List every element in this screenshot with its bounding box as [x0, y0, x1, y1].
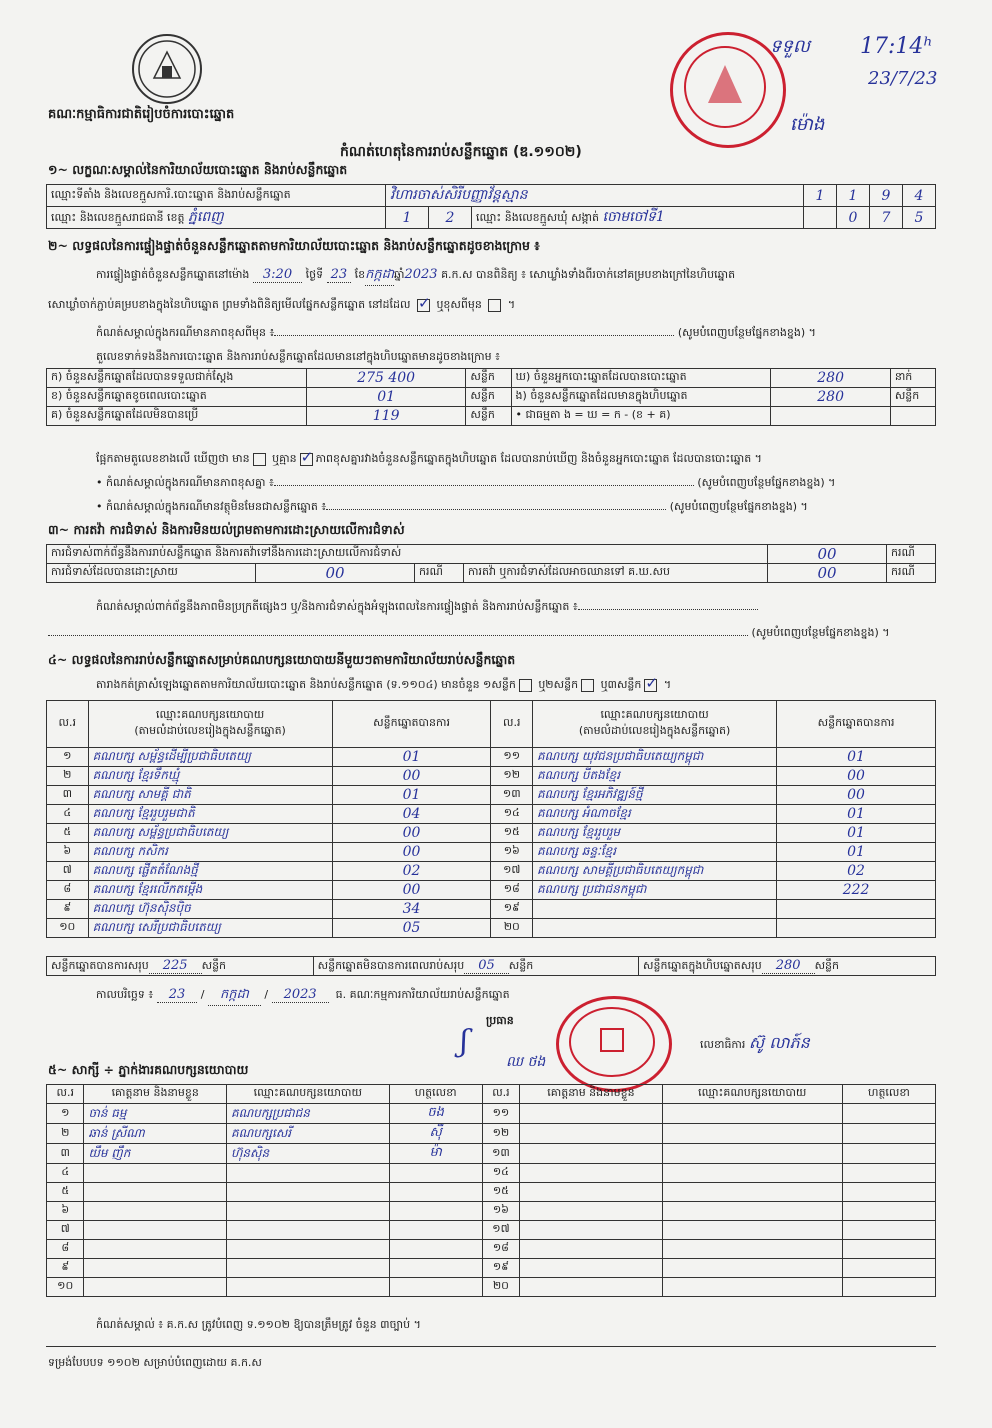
- sign-month: កក្កដា: [208, 986, 261, 1006]
- figure-unit: សន្លឹក: [466, 407, 511, 426]
- party-name: គណបក្ស អំណាចខ្មែរ: [533, 805, 777, 824]
- has-difference-checkbox[interactable]: [253, 453, 266, 466]
- party-name: គណបក្ស ខ្មែររួបរួម: [533, 824, 777, 843]
- witness-signature: [842, 1221, 935, 1240]
- no-difference-checkbox[interactable]: [300, 453, 313, 466]
- witness-name: [520, 1221, 663, 1240]
- witness-no: ៣: [47, 1144, 84, 1164]
- party-no: ១១: [491, 748, 533, 767]
- witness-signature: [389, 1183, 482, 1202]
- witness-party: [226, 1259, 389, 1278]
- received-time: 17:14ʰ: [860, 34, 933, 59]
- witness-signature: ចង: [389, 1104, 482, 1124]
- party-votes: 01: [777, 805, 936, 824]
- witness-signature: [842, 1104, 935, 1124]
- witness-row: [47, 1164, 936, 1183]
- witness-party: [226, 1202, 389, 1221]
- witness-no: ៩: [47, 1259, 84, 1278]
- figure-value: [771, 407, 890, 426]
- figures-row: [47, 388, 936, 407]
- party-votes: 01: [777, 748, 936, 767]
- party-votes: 00: [777, 767, 936, 786]
- col-party: ឈ្មោះគណបក្សនយោបាយ: [662, 1085, 842, 1104]
- party-votes: 01: [332, 786, 491, 805]
- totals-table: [46, 956, 936, 976]
- party-no: ១៩: [491, 900, 533, 919]
- footer-form-label: ទម្រង់បែបបទ ១១០២ សម្រាប់បំពេញដោយ គ.ក.ស: [48, 1356, 262, 1369]
- figures-intro: តួលេខទាក់ទងនឹងការបោះឆ្នោត និងការរាប់សន្លឹកឆ្នោតដែលមាននៅក្នុងហិបឆ្នោតមានដូចខាងក្រោម ៖: [96, 350, 500, 363]
- witness-row: [47, 1202, 936, 1221]
- witness-no: ៤: [47, 1164, 84, 1183]
- party-name: គណបក្ស សម្ព័ន្ធប្រជាធិបតេយ្យ: [88, 824, 332, 843]
- witness-name: [520, 1278, 663, 1297]
- party-no: ២: [47, 767, 89, 786]
- figure-unit: សន្លឹក: [890, 388, 935, 407]
- figure-unit: សន្លឹក: [466, 388, 511, 407]
- province-code: 2: [429, 207, 472, 229]
- witness-no: ១: [47, 1104, 84, 1124]
- resolved-label: ការជំទាស់ដែលបានដោះស្រាយ: [47, 564, 256, 583]
- difference-note: កំណត់សម្គាល់ក្នុងករណីមានភាពខុសពីមុន ៖ (សូមបំពេញបន្ថែមផ្នែកខាងខ្នង) ។: [96, 326, 816, 339]
- total-box: 280: [762, 958, 815, 974]
- figure-unit: សន្លឹក: [466, 369, 511, 388]
- witness-no: ៧: [47, 1221, 84, 1240]
- party-no: ៤: [47, 805, 89, 824]
- section1-table: [46, 184, 936, 229]
- witness-no: ៥: [47, 1183, 84, 1202]
- party-votes: 00: [332, 824, 491, 843]
- witness-row: [47, 1144, 936, 1164]
- received-date: 23/7/23: [868, 68, 938, 89]
- witness-row: [47, 1278, 936, 1297]
- party-no: ៩: [47, 900, 89, 919]
- witness-table: [46, 1084, 936, 1297]
- party-votes: 01: [777, 824, 936, 843]
- figure-label: ក) ចំនួនសន្លឹកឆ្នោតដែលបានទទួលជាក់ស្តែង: [47, 369, 307, 388]
- witness-party: គណបក្សសេរី: [226, 1124, 389, 1144]
- witness-party: [226, 1183, 389, 1202]
- witness-row: [47, 1124, 936, 1144]
- witness-party: ហ៊ុនស៊ិន: [226, 1144, 389, 1164]
- commune-digit: 5: [903, 207, 936, 229]
- objection-label: ការជំទាស់ពាក់ព័ន្ធនឹងការរាប់សន្លឹកឆ្នោត និងការតវ៉ាទៅនឹងការដោះស្រាយលើការជំទាស់: [47, 545, 768, 564]
- objection-unit: ករណី: [887, 545, 936, 564]
- resolved-count: 00: [256, 564, 415, 583]
- party-no: ៥: [47, 824, 89, 843]
- witness-no: ១៦: [482, 1202, 519, 1221]
- total-valid-cell: សន្លឹកឆ្នោតបានការសរុប 225 សន្លឹក: [47, 957, 314, 976]
- section5-title: ៥~ សាក្សី ÷ ភ្នាក់ងារគណបក្សនយោបាយ: [48, 1062, 249, 1077]
- col-no: ល.រ: [47, 701, 89, 748]
- bullet1-note: • កំណត់សម្គាល់ក្នុងករណីមានភាពខុសគ្នា ៖ (សូមបំពេញបន្ថែមផ្នែកខាងខ្នង) ។: [96, 476, 836, 489]
- party-name: គណបក្ស សាមគ្គីប្រជាធិបតេយ្យកម្ពុជា: [533, 862, 777, 881]
- witness-signature: [389, 1202, 482, 1221]
- col-no: ល.រ: [491, 701, 533, 748]
- witness-row: [47, 1183, 936, 1202]
- received-note: ទទួល: [770, 36, 810, 57]
- result-row: [47, 881, 936, 900]
- section1-title: ១~ លក្ខណៈសម្គាល់នៃការិយាល័យបោះឆ្នោត និងរាប់សន្លឹកឆ្នោត: [48, 162, 348, 177]
- party-name: គណបក្ស ខ្មែររួបរួមជាតិ: [88, 805, 332, 824]
- org-name: គណៈកម្មាធិការជាតិរៀបចំការបោះឆ្នោត: [48, 107, 235, 122]
- figure-label: ខ) ចំនួនសន្លឹកឆ្នោតខូចពេលបោះឆ្នោត: [47, 388, 307, 407]
- witness-name: ឆាន់ ស្រីណា: [84, 1124, 227, 1144]
- witness-signature: [842, 1278, 935, 1297]
- witness-party: [662, 1278, 842, 1297]
- total-box-cell: សន្លឹកឆ្នោតក្នុងហិបឆ្នោតសរុប 280 សន្លឹក: [639, 957, 936, 976]
- section3-title: ៣~ ការតវ៉ា ការជំទាស់ និងការមិនយល់ព្រមតាមការដោះស្រាយលើការជំទាស់: [48, 522, 405, 537]
- signature-date-line: កាលបរិច្ឆេទ ៖ 23 / កក្កដា / 2023 ធ. គណៈកម្មការការិយាល័យរាប់សន្លឹកឆ្នោត: [96, 986, 510, 1006]
- party-no: ១០: [47, 919, 89, 938]
- three-sheet-checkbox[interactable]: [644, 679, 657, 692]
- escalated-label: ការតវ៉ា ឬការជំទាស់ដែលអាចឈានទៅ គ.ឃ.សប: [464, 564, 768, 583]
- figure-label: ឃ) ចំនួនអ្នកបោះឆ្នោតដែលបានបោះឆ្នោត: [511, 369, 771, 388]
- witness-party: [662, 1183, 842, 1202]
- location-digit: 1: [804, 185, 837, 207]
- party-votes: 01: [777, 843, 936, 862]
- different-checkbox[interactable]: [488, 299, 501, 312]
- witness-party: [226, 1221, 389, 1240]
- objection-table: [46, 544, 936, 583]
- empty-cell: [804, 207, 837, 229]
- witness-name: [84, 1259, 227, 1278]
- official-red-stamp-icon: [670, 32, 786, 148]
- party-no: ១: [47, 748, 89, 767]
- result-row: [47, 805, 936, 824]
- result-row: [47, 824, 936, 843]
- col-sign: ហត្ថលេខា: [389, 1085, 482, 1104]
- witness-signature: [842, 1124, 935, 1144]
- verification-time: 3:20: [253, 267, 302, 283]
- party-name: គណបក្ស ផ្លើតតំណែងថ្មី: [88, 862, 332, 881]
- party-no: ១២: [491, 767, 533, 786]
- witness-signature: [389, 1259, 482, 1278]
- witness-row: [47, 1221, 936, 1240]
- witness-name: [84, 1240, 227, 1259]
- commune-value: ចោមចៅទី1: [602, 209, 665, 225]
- party-name: គណបក្ស ខ្មែរអភិវឌ្ឍន៍ថ្មី: [533, 786, 777, 805]
- result-row: [47, 843, 936, 862]
- party-name: គណបក្ស ប្រជាជនកម្ពុជា: [533, 881, 777, 900]
- verification-line1: ការផ្ទៀងផ្ទាត់ចំនួនសន្លឹកឆ្នោតនៅម៉ោង 3:20 ថ្ងៃទី 23 ខែកក្កដាឆ្នាំ2023 គ.ក.ស បានពិនិត្យ ៖ សោឃ្លាំងទាំងពីរចាក់នៅគម្របខាងក្រៅនៃហិបឆ្នោត: [96, 266, 936, 286]
- witness-no: ១៤: [482, 1164, 519, 1183]
- witness-party: [662, 1240, 842, 1259]
- verification-month: កក្កដា: [365, 266, 394, 286]
- party-no: ១៣: [491, 786, 533, 805]
- received-note-right: ម៉ោង: [790, 114, 825, 135]
- figures-row: [47, 369, 936, 388]
- col-no: ល.រ: [482, 1085, 519, 1104]
- witness-party: [662, 1124, 842, 1144]
- location-label: ឈ្មោះទីតាំង និងលេខក្មួសការិ.បោះឆ្នោត និងរាប់សន្លឹកឆ្នោត: [47, 185, 386, 207]
- footer-divider: [46, 1346, 936, 1347]
- witness-party: [662, 1221, 842, 1240]
- party-no: ១៦: [491, 843, 533, 862]
- party-name: គណបក្ស ខ្មែរទឹកឃ្មុំ: [88, 767, 332, 786]
- party-name: គណបក្ស សាមគ្គី ជាតិ: [88, 786, 332, 805]
- commune-digit: 7: [870, 207, 903, 229]
- witness-signature: [389, 1221, 482, 1240]
- escalated-count: 00: [768, 564, 887, 583]
- form-title: កំណត់ហេតុនៃការរាប់សន្លឹកឆ្នោត (ឌ.១១០២): [340, 144, 582, 160]
- witness-signature: [389, 1278, 482, 1297]
- party-votes: [777, 900, 936, 919]
- party-votes: 34: [332, 900, 491, 919]
- chair-label: ប្រធាន: [486, 1014, 514, 1027]
- objection-count: 00: [768, 545, 887, 564]
- witness-no: ១៣: [482, 1144, 519, 1164]
- figure-value: 119: [306, 407, 466, 426]
- witness-name: [520, 1183, 663, 1202]
- witness-no: ១២: [482, 1124, 519, 1144]
- witness-name: [84, 1278, 227, 1297]
- witness-party: [662, 1259, 842, 1278]
- sign-year: 2023: [272, 987, 329, 1003]
- results-table: [46, 700, 936, 938]
- location-value: វិហារចាស់សិរីបញ្ញាវ័ន្តស្មាន: [386, 185, 804, 207]
- tally-sheet-line: តារាងកត់ត្រាសំឡេងឆ្នោតតាមការិយាល័យបោះឆ្នោត និងរាប់សន្លឹកឆ្នោត (ទ.១១០៤) មានចំនួន ១សន្លឹក ឬ២សន្លឹក ឬ៣សន្លឹក✓ ។: [96, 678, 671, 694]
- witness-name: [520, 1240, 663, 1259]
- party-votes: 00: [332, 767, 491, 786]
- party-no: ១៨: [491, 881, 533, 900]
- two-sheet-checkbox[interactable]: [581, 679, 594, 692]
- figure-unit: [890, 407, 935, 426]
- party-no: ៣: [47, 786, 89, 805]
- party-name: គណបក្ស សម្ព័ន្ធដើម្បីប្រជាធិបតេយ្យ: [88, 748, 332, 767]
- figure-value: 280: [771, 369, 890, 388]
- witness-name: [520, 1144, 663, 1164]
- witness-no: ៨: [47, 1240, 84, 1259]
- party-name: គណបក្ស សេរីប្រជាធិបតេយ្យ: [88, 919, 332, 938]
- compare-line: ផ្អែកតាមតួលេខខាងលើ ឃើញថា មាន ឬគ្មាន✓ ភាពខុសគ្នារវាងចំនួនសន្លឹកឆ្នោតក្នុងហិបឆ្នោត ដែលបានរាប់ឃើញ និងចំនួនអ្នកបោះឆ្នោត ដែលបានបោះឆ្នោត ។: [96, 452, 762, 468]
- figures-table: [46, 368, 936, 426]
- total-valid: 225: [149, 958, 202, 974]
- location-digit: 1: [837, 185, 870, 207]
- witness-no: ១៧: [482, 1221, 519, 1240]
- total-invalid: 05: [464, 958, 509, 974]
- witness-no: ១១: [482, 1104, 519, 1124]
- party-no: ២០: [491, 919, 533, 938]
- witness-signature: [842, 1202, 935, 1221]
- sign-day: 23: [157, 987, 198, 1003]
- witness-no: ១៩: [482, 1259, 519, 1278]
- same-checkbox[interactable]: [417, 299, 430, 312]
- committee-stamp-icon: [556, 996, 672, 1092]
- one-sheet-checkbox[interactable]: [519, 679, 532, 692]
- witness-row: [47, 1259, 936, 1278]
- party-name: [533, 900, 777, 919]
- section4-title: ៤~ លទ្ធផលនៃការរាប់សន្លឹកឆ្នោតសម្រាប់គណបក្សនយោបាយនីមួយៗតាមការិយាល័យរាប់សន្លឹកឆ្នោត: [48, 652, 516, 667]
- witness-no: ២: [47, 1124, 84, 1144]
- secretary-line: លេខាធិការ ស៊ូ លាភ៍ន: [700, 1033, 810, 1052]
- secretary-name: ស៊ូ លាភ៍ន: [748, 1033, 810, 1052]
- result-row: [47, 748, 936, 767]
- col-no: ល.រ: [47, 1085, 84, 1104]
- party-votes: [777, 919, 936, 938]
- party-votes: 00: [332, 843, 491, 862]
- col-name: គោត្តនាម និងនាមខ្លួន: [520, 1085, 663, 1104]
- commune-digit: 0: [837, 207, 870, 229]
- party-votes: 00: [777, 786, 936, 805]
- witness-no: ១៥: [482, 1183, 519, 1202]
- witness-name: [84, 1202, 227, 1221]
- national-emblem-icon: [132, 34, 202, 104]
- party-no: ១៥: [491, 824, 533, 843]
- figure-unit: នាក់: [890, 369, 935, 388]
- party-name: គណបក្ស យុវជនប្រជាធិបតេយ្យកម្ពុជា: [533, 748, 777, 767]
- witness-signature: [389, 1164, 482, 1183]
- witness-party: [226, 1164, 389, 1183]
- section2-title: ២~ លទ្ធផលនៃការផ្ទៀងផ្ទាត់ចំនួនសន្លឹកឆ្នោតតាមការិយាល័យបោះឆ្នោត និងរាប់សន្លឹកឆ្នោតដូចខាងក្រោម ៖: [48, 238, 540, 253]
- col-party: ឈ្មោះគណបក្សនយោបាយ: [226, 1085, 389, 1104]
- witness-name: [520, 1124, 663, 1144]
- witness-signature: [842, 1240, 935, 1259]
- witness-party: [662, 1104, 842, 1124]
- location-digit: 9: [870, 185, 903, 207]
- witness-signature: ស៊ី: [389, 1124, 482, 1144]
- province-value: ភ្នំពេញ: [187, 209, 224, 225]
- party-votes: 01: [332, 748, 491, 767]
- col-sign: ហត្ថលេខា: [842, 1085, 935, 1104]
- witness-name: [520, 1259, 663, 1278]
- witness-name: [520, 1164, 663, 1183]
- witness-signature: [842, 1183, 935, 1202]
- witness-no: ១០: [47, 1278, 84, 1297]
- col-party: ឈ្មោះគណបក្សនយោបាយ (តាមលំដាប់លេខរៀងក្នុងសន្លឹកឆ្នោត): [533, 701, 777, 748]
- result-row: [47, 900, 936, 919]
- bullet2-note: • កំណត់សម្គាល់ក្នុងករណីមានវត្ថុមិនមែនជាសន្លឹកឆ្នោត ៖ (សូមបំពេញបន្ថែមផ្នែកខាងខ្នង) ។: [96, 500, 808, 513]
- party-votes: 02: [777, 862, 936, 881]
- figure-value: 01: [306, 388, 466, 407]
- witness-signature: [842, 1144, 935, 1164]
- escalated-unit: ករណី: [887, 564, 936, 583]
- witness-no: ១៨: [482, 1240, 519, 1259]
- party-votes: 05: [332, 919, 491, 938]
- party-name: គណបក្ស កសិករ: [88, 843, 332, 862]
- witness-party: គណបក្សប្រជាជន: [226, 1104, 389, 1124]
- party-votes: 00: [332, 881, 491, 900]
- col-party: ឈ្មោះគណបក្សនយោបាយ (តាមលំដាប់លេខរៀងក្នុងសន្លឹកឆ្នោត): [88, 701, 332, 748]
- location-digit: 4: [903, 185, 936, 207]
- party-no: ៨: [47, 881, 89, 900]
- witness-name: [84, 1164, 227, 1183]
- witness-name: ចាន់ ធម្ម: [84, 1104, 227, 1124]
- party-votes: 02: [332, 862, 491, 881]
- witness-party: [226, 1278, 389, 1297]
- witness-name: [84, 1221, 227, 1240]
- party-name: [533, 919, 777, 938]
- witness-row: [47, 1104, 936, 1124]
- witness-signature: [842, 1259, 935, 1278]
- footer-note: កំណត់សម្គាល់ ៖ គ.ក.ស ត្រូវបំពេញ ទ.១១០២ ឱ្យបានត្រឹមត្រូវ ចំនួន ៣ច្បាប់ ។: [96, 1318, 421, 1331]
- section3-fill: (សូមបំពេញបន្ថែមផ្នែកខាងខ្នង) ។: [48, 626, 936, 642]
- figure-label: • ជាធម្មតា ង = ឃ = ក - (ខ + គ): [511, 407, 771, 426]
- result-row: [47, 786, 936, 805]
- figure-value: 280: [771, 388, 890, 407]
- witness-signature: ម៉ា: [389, 1144, 482, 1164]
- section3-note: កំណត់សម្គាល់ពាក់ព័ន្ធនឹងភាពមិនប្រក្រតីផ្សេងៗ ឬ/និងការជំទាស់ក្នុងអំឡុងពេលនៃការផ្ទៀងផ្ទាត់ និងការរាប់សន្លឹកឆ្នោត ៖: [96, 600, 936, 616]
- witness-name: [84, 1183, 227, 1202]
- figure-label: ង) ចំនួនសន្លឹកឆ្នោតដែលមានក្នុងហិបឆ្នោត: [511, 388, 771, 407]
- party-votes: 04: [332, 805, 491, 824]
- party-name: គណបក្ស បីតងខ្មែរ: [533, 767, 777, 786]
- verification-year: 2023: [404, 267, 438, 282]
- figure-label: គ) ចំនួនសន្លឹកឆ្នោតដែលមិនបានប្រើ: [47, 407, 307, 426]
- result-row: [47, 862, 936, 881]
- witness-row: [47, 1240, 936, 1259]
- party-name: គណបក្ស ខ្មែរលើកតម្កើង: [88, 881, 332, 900]
- party-name: គណបក្ស ឆន្ទៈខ្មែរ: [533, 843, 777, 862]
- total-invalid-cell: សន្លឹកឆ្នោតមិនបានការពេលរាប់សរុប 05 សន្លឹក: [313, 957, 638, 976]
- party-no: ៧: [47, 862, 89, 881]
- resolved-unit: ករណី: [415, 564, 464, 583]
- result-row: [47, 767, 936, 786]
- witness-party: [662, 1202, 842, 1221]
- figure-value: 275 400: [306, 369, 466, 388]
- witness-name: [520, 1202, 663, 1221]
- chair-name: ឈ ថង: [506, 1054, 546, 1070]
- verification-day: 23: [327, 267, 352, 283]
- witness-party: [226, 1240, 389, 1259]
- province-label: ឈ្មោះ និងលេខក្មួសរាជធានី ខេត្ត ភ្នំពេញ: [47, 207, 386, 229]
- party-name: គណបក្ស ហ៊ុនស៊ិនប៉ិច: [88, 900, 332, 919]
- witness-signature: [389, 1240, 482, 1259]
- witness-name: យឹម ញឹក: [84, 1144, 227, 1164]
- witness-name: [520, 1104, 663, 1124]
- chair-signature: ʃ: [460, 1024, 469, 1059]
- party-no: ១៤: [491, 805, 533, 824]
- figures-row: [47, 407, 936, 426]
- party-no: ៦: [47, 843, 89, 862]
- result-row: [47, 919, 936, 938]
- witness-signature: [842, 1164, 935, 1183]
- col-votes: សន្លឹកឆ្នោតបានការ: [777, 701, 936, 748]
- province-code: 1: [386, 207, 429, 229]
- witness-no: ២០: [482, 1278, 519, 1297]
- witness-party: [662, 1164, 842, 1183]
- party-votes: 222: [777, 881, 936, 900]
- col-votes: សន្លឹកឆ្នោតបានការ: [332, 701, 491, 748]
- witness-party: [662, 1144, 842, 1164]
- witness-no: ៦: [47, 1202, 84, 1221]
- col-name: គោត្តនាម និងនាមខ្លួន: [84, 1085, 227, 1104]
- party-no: ១៧: [491, 862, 533, 881]
- commune-label: ឈ្មោះ និងលេខក្មួសឃុំ សង្កាត់ ចោមចៅទី1: [472, 207, 804, 229]
- verification-line2: សោឃ្លាំចាក់ភ្ជាប់គម្របខាងក្នុងនៃហិបឆ្នោត ព្រមទាំងពិនិត្យមើលផ្នែកសន្លឹកឆ្នោត នៅដដែល ✓ ឬខុសពីមុន ។: [48, 298, 515, 314]
